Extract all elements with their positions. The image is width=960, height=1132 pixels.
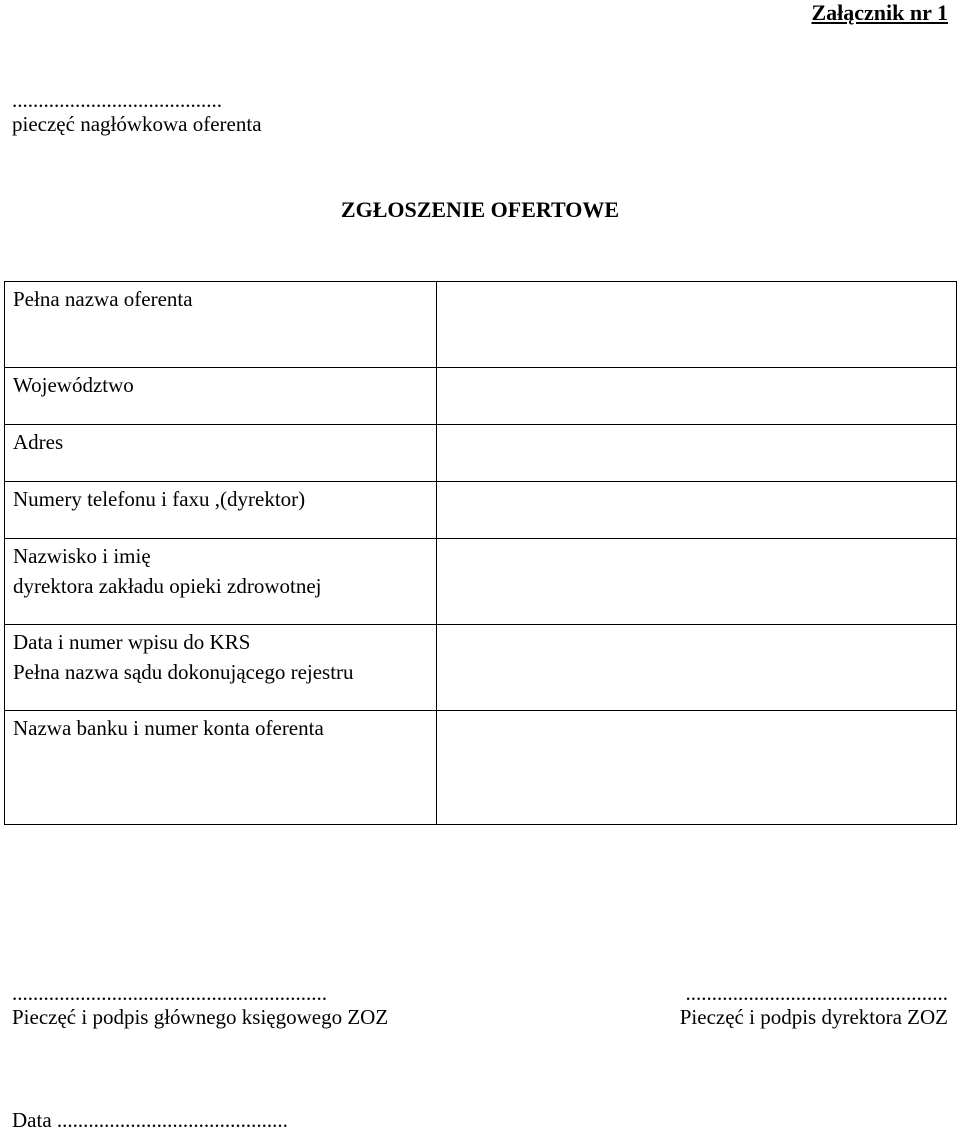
- chief-accountant-signature-label: Pieczęć i podpis głównego księgowego ZOZ: [12, 1005, 389, 1029]
- form-label-line: Pełna nazwa sądu dokonującego rejestru: [13, 660, 354, 684]
- form-row-region: [5, 368, 957, 425]
- form-row-director: [5, 539, 957, 625]
- form-label-text: Nazwa banku i numer konta oferenta: [13, 716, 324, 740]
- form-row-phone: [5, 482, 957, 539]
- form-label-address: [5, 425, 437, 482]
- form-row-full-name: [5, 282, 957, 368]
- form-value-bank[interactable]: [437, 711, 957, 825]
- form-label-line: dyrektora zakładu opieki zdrowotnej: [13, 574, 322, 598]
- document-title: ZGŁOSZENIE OFERTOWE: [340, 197, 620, 222]
- director-signature-label: Pieczęć i podpis dyrektora ZOZ: [679, 1005, 948, 1029]
- form-label-text: Numery telefonu i faxu ,(dyrektor): [13, 487, 306, 511]
- form-label-text: Adres: [13, 430, 64, 454]
- form-value-krs[interactable]: [437, 625, 957, 711]
- form-label-full-name: [5, 282, 437, 368]
- form-value-director[interactable]: [437, 539, 957, 625]
- form-label-bank: [5, 711, 437, 825]
- form-label-krs: [5, 625, 437, 711]
- form-label-text: [13, 625, 436, 687]
- form-label-text: Pełna nazwa oferenta: [13, 287, 193, 311]
- form-label-line: Nazwisko i imię: [13, 544, 151, 568]
- form-row-bank: [5, 711, 957, 825]
- director-signature-line: ..................................................: [685, 981, 948, 1005]
- form-value-address[interactable]: [437, 425, 957, 482]
- form-label-text: Województwo: [13, 373, 134, 397]
- form-value-region[interactable]: [437, 368, 957, 425]
- form-value-phone[interactable]: [437, 482, 957, 539]
- form-row-address: [5, 425, 957, 482]
- form-label-director: [5, 539, 437, 625]
- attachment-number: Załącznik nr 1: [811, 0, 948, 25]
- date-field: Data ............................................: [12, 1108, 288, 1132]
- form-label-region: [5, 368, 437, 425]
- form-row-krs: [5, 625, 957, 711]
- form-label-text: [13, 539, 436, 601]
- form-value-full-name[interactable]: [437, 282, 957, 368]
- form-label-line: Data i numer wpisu do KRS: [13, 630, 251, 654]
- stamp-label: pieczęć nagłówkowa oferenta: [12, 112, 262, 136]
- form-label-phone: [5, 482, 437, 539]
- stamp-dotted-line: ........................................: [12, 88, 222, 112]
- chief-accountant-signature-line: ............................................................: [12, 981, 327, 1005]
- offer-form-table: [4, 281, 957, 825]
